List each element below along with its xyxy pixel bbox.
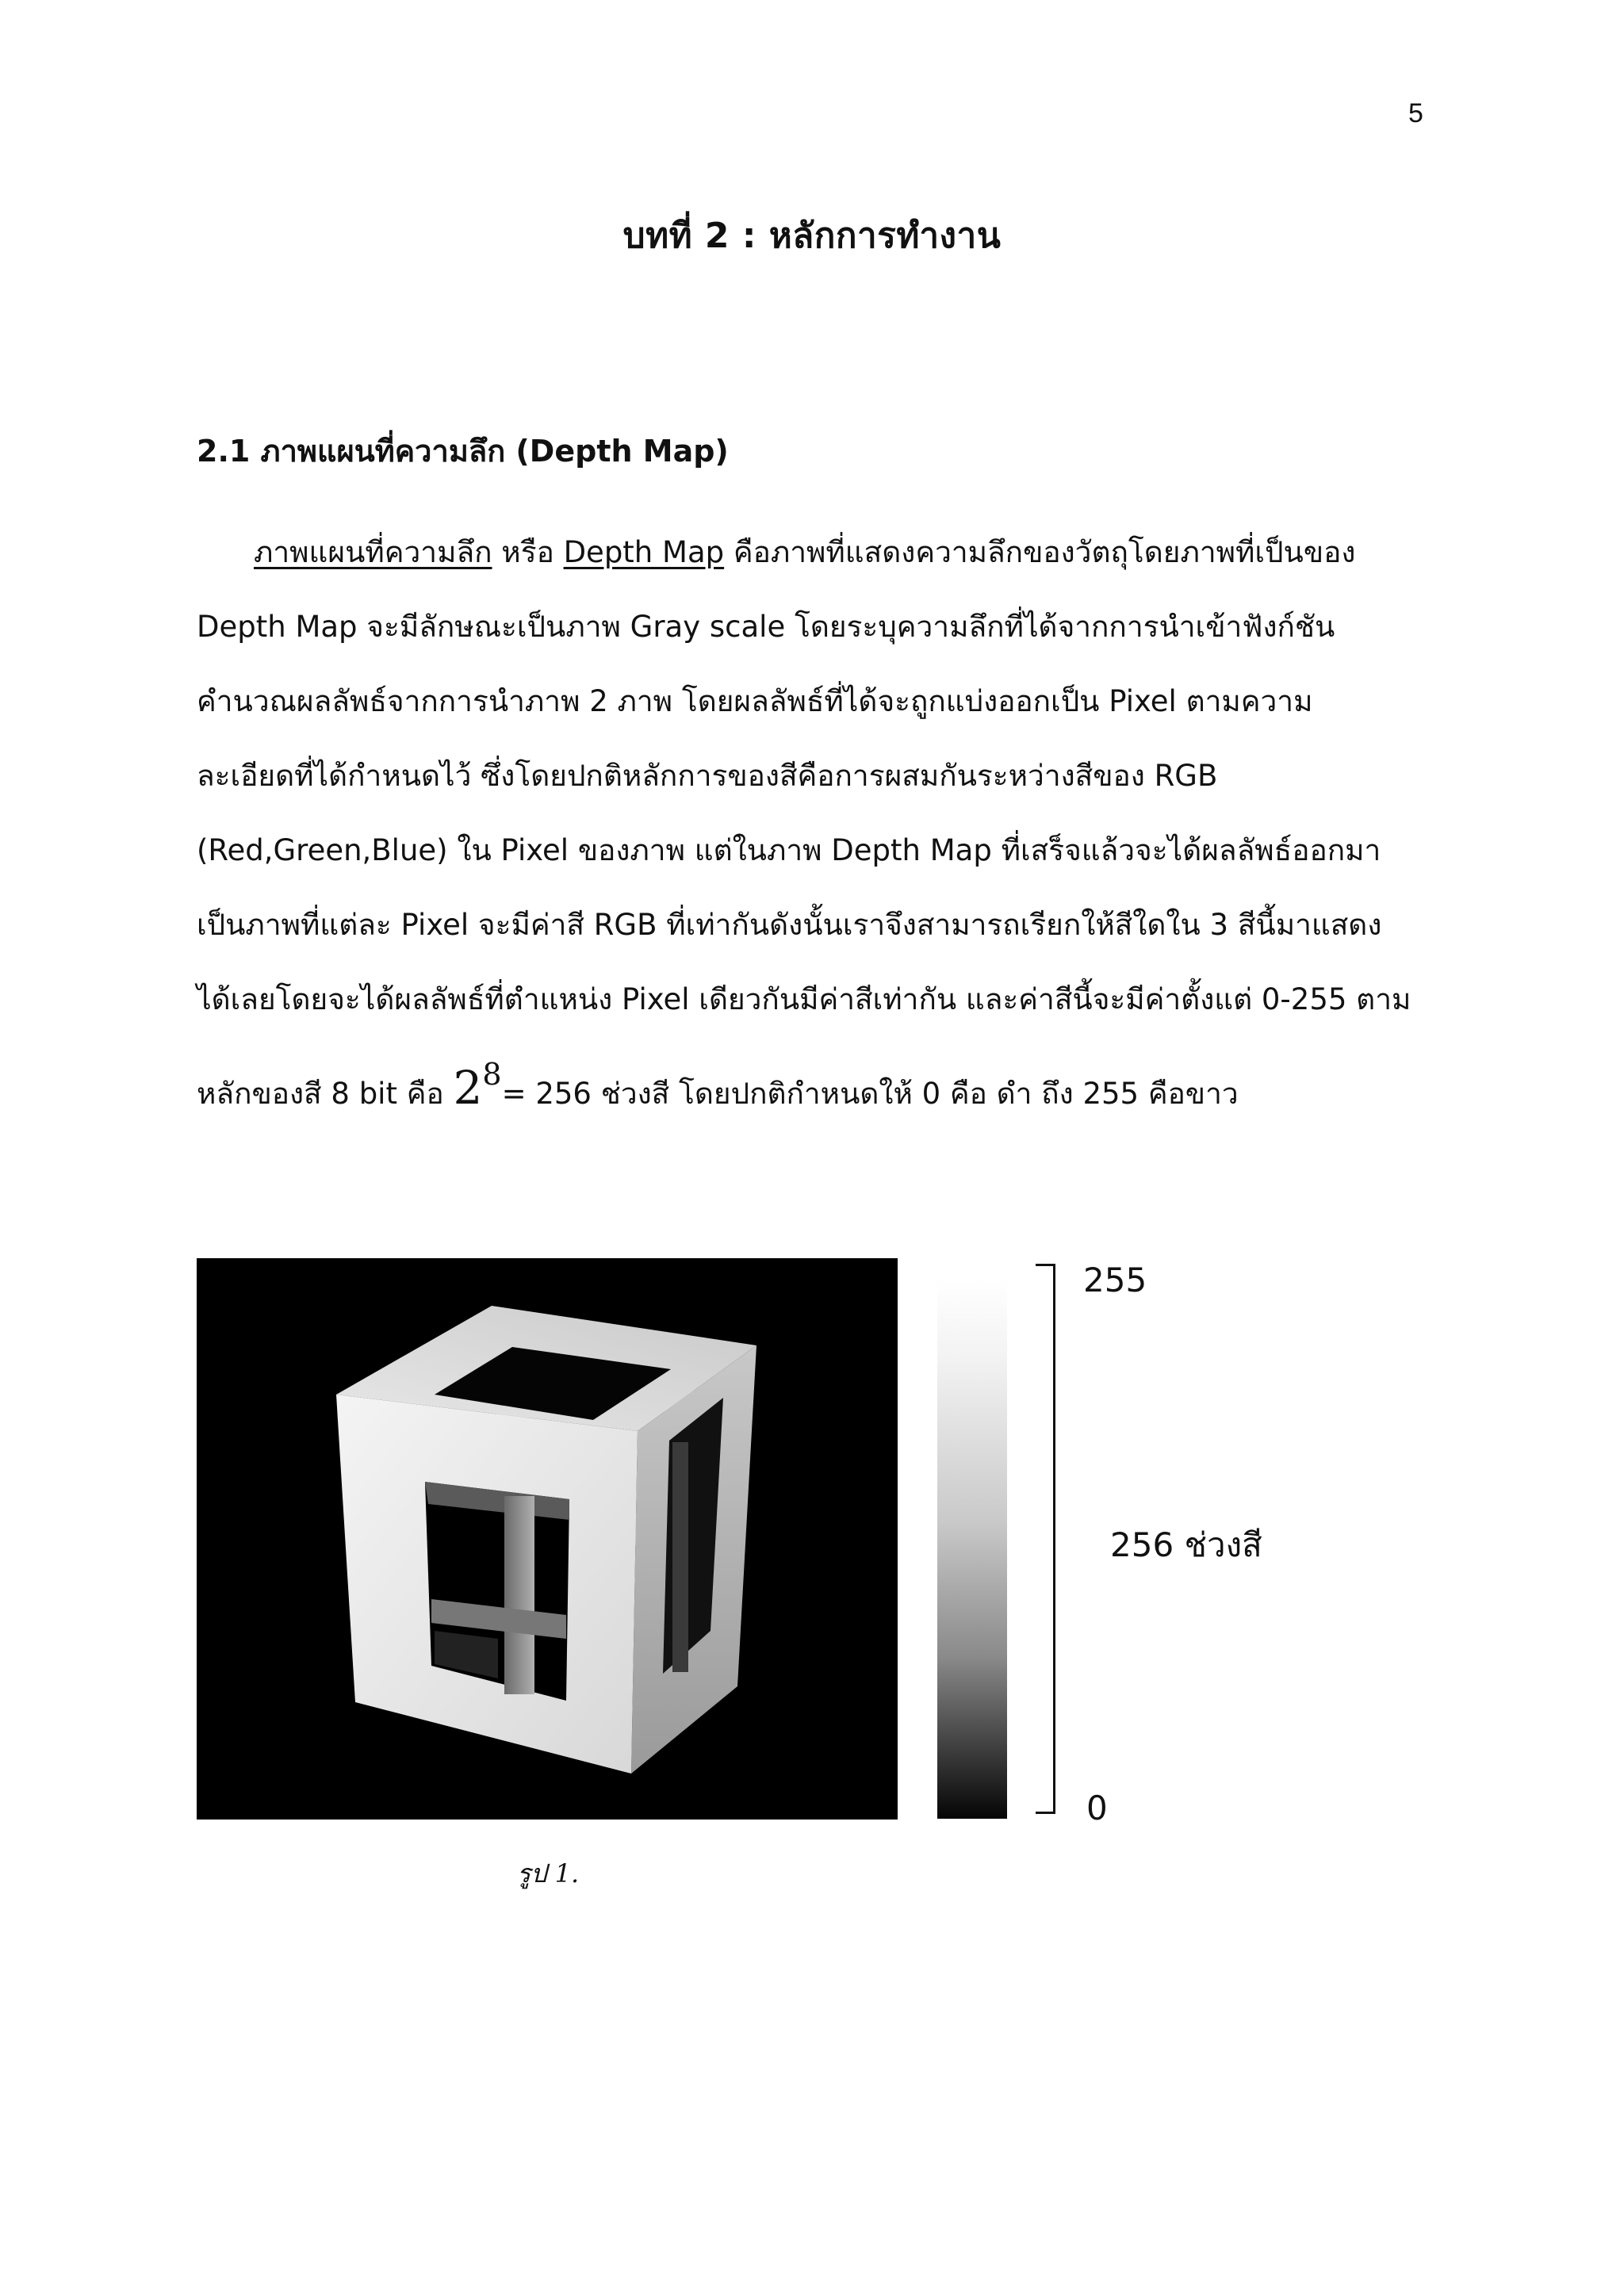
scale-label-middle: 256 ช่วงสี	[1110, 1525, 1262, 1564]
power-base: 2	[453, 1061, 483, 1115]
scale-bracket	[1036, 1264, 1055, 1814]
body-paragraph	[197, 515, 1450, 1131]
scale-label-top: 255	[1083, 1261, 1147, 1299]
paragraph-line-1	[197, 515, 1450, 590]
paragraph-line-6: เป็นภาพที่แต่ละ Pixel จะมีค่าสี RGB ที่เท่ากันดังนั้นเราจึงสามารถเรียกให้สีใดใน 3 สีนี้มาแสดง	[197, 908, 1382, 942]
grayscale-gradient-bar	[937, 1280, 1007, 1819]
paragraph-line-2: Depth Map จะมีลักษณะเป็นภาพ Gray scale โดยระบุความลึกที่ได้จากการนำเข้าฟังก์ชัน	[197, 610, 1335, 644]
line-1-rest: คือภาพที่แสดงความลึกของวัตถุโดยภาพที่เป็นของ	[724, 535, 1356, 569]
scale-label-bottom: 0	[1086, 1789, 1108, 1827]
paragraph-line-8	[197, 1037, 1450, 1131]
figure-caption: รูป 1.	[517, 1858, 580, 1888]
term-thai: ภาพแผนที่ความลึก	[254, 535, 492, 569]
power-exponent: 8	[482, 1057, 502, 1092]
section-heading: 2.1 ภาพแผนที่ความลึก (Depth Map)	[197, 434, 729, 469]
line-8-end: = 256 ช่วงสี โดยปกติกำหนดให้ 0 คือ ดำ ถึง 255 คือขาว	[501, 1077, 1239, 1111]
paragraph-line-7: ได้เลยโดยจะได้ผลลัพธ์ที่ตำแหน่ง Pixel เดียวกันมีค่าสีเท่ากัน และค่าสีนี้จะมีค่าตั้งแต่ 0-255 ตาม	[197, 982, 1411, 1016]
or-word: หรือ	[492, 535, 564, 569]
paragraph-line-3: คำนวณผลลัพธ์จากการนำภาพ 2 ภาพ โดยผลลัพธ์ที่ได้จะถูกแบ่งออกเป็น Pixel ตามความ	[197, 684, 1313, 718]
depth-map-cube-image	[197, 1258, 898, 1820]
term-english: Depth Map	[563, 535, 725, 569]
cube-drawing	[197, 1258, 898, 1820]
paragraph-line-4: ละเอียดที่ได้กำหนดไว้ ซึ่งโดยปกติหลักการของสีคือการผสมกันระหว่างสีของ RGB	[197, 759, 1218, 793]
power-expression	[453, 1057, 502, 1115]
page-number: 5	[1408, 98, 1423, 128]
chapter-title: บทที่ 2 : หลักการทำงาน	[622, 216, 1002, 256]
line-8-start: หลักของสี 8 bit คือ	[197, 1077, 454, 1111]
paragraph-line-5: (Red,Green,Blue) ใน Pixel ของภาพ แต่ในภาพ Depth Map ที่เสร็จแล้วจะได้ผลลัพธ์ออกมา	[197, 833, 1381, 867]
